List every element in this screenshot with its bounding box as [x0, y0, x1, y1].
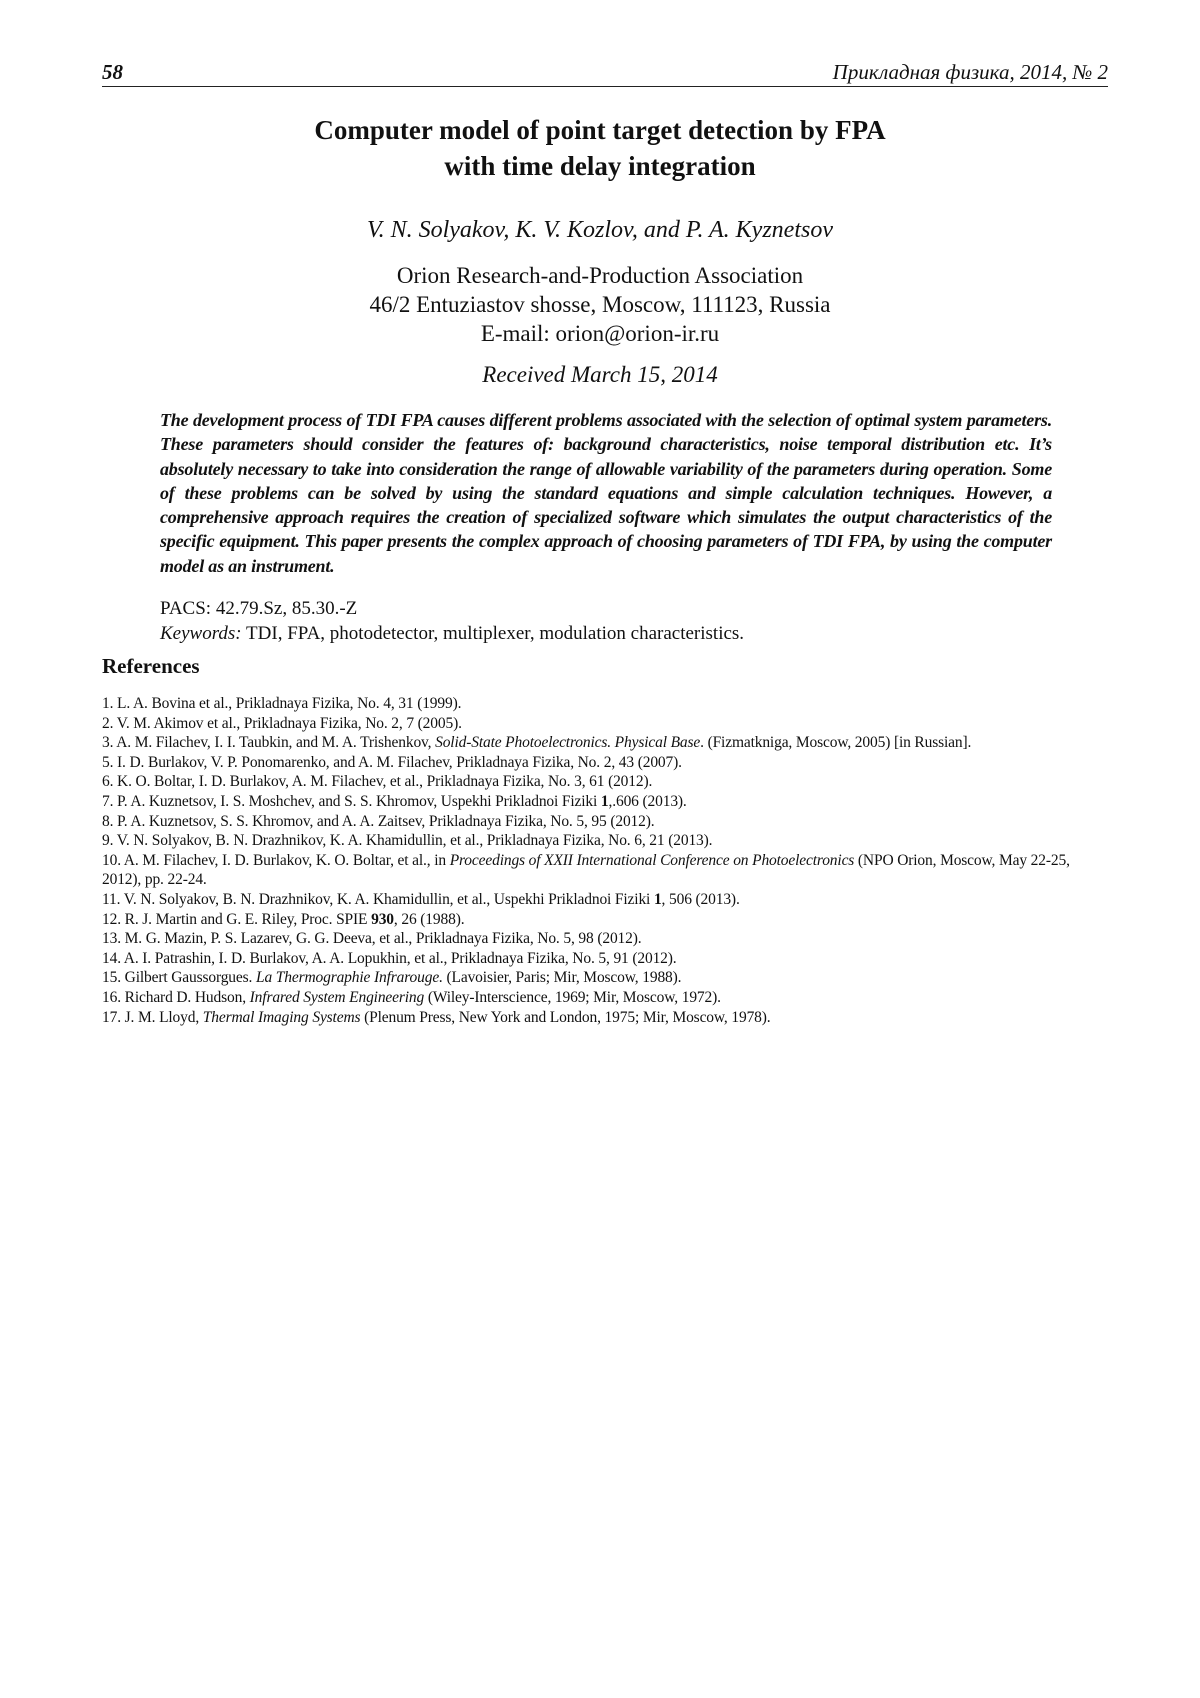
reference-item	[102, 831, 1112, 851]
reference-item	[102, 772, 1112, 792]
reference-text: 16. Richard D. Hudson,	[102, 988, 250, 1006]
pacs-codes: PACS: 42.79.Sz, 85.30.-Z	[160, 598, 358, 619]
reference-item	[102, 949, 1112, 969]
reference-title: Solid-State Photoelectronics. Physical Base	[435, 734, 701, 752]
reference-item	[102, 733, 1112, 753]
reference-text: 13. M. G. Mazin, P. S. Lazarev, G. G. Deeva, et al., Prikladnaya Fizika, No. 5, 98 (2012).	[102, 930, 642, 948]
reference-text: 10. A. M. Filachev, I. D. Burlakov, K. O. Boltar, et al., in	[102, 851, 450, 869]
abstract: The development process of TDI FPA causes different problems associated with the selection of optimal system parameters. These parameters should consider the features of: background characteristics, noise temporal distribution etc. It’s absolutely necessary to take into consideration the range of allowable variability of the parameters during operation. Some of these problems can be solved by using the standard equations and simple calculation techniques. However, a comprehensive approach requires the creation of specialized software which simulates the output characteristics of the specific equipment. This paper presents the complex approach of choosing parameters of TDI FPA, by using the computer model as an instrument.	[160, 410, 1052, 576]
reference-item	[102, 988, 1112, 1008]
reference-text: 12. R. J. Martin and G. E. Riley, Proc. SPIE	[102, 910, 372, 928]
reference-text: 11. V. N. Solyakov, B. N. Drazhnikov, K. A. Khamidullin, et al., Uspekhi Prikladnoi Fiziki	[102, 890, 654, 908]
reference-text: , 506 (2013).	[661, 890, 740, 908]
reference-title: La Thermographie Infrarouge.	[255, 969, 443, 987]
page-number: 58	[102, 60, 123, 84]
reference-text: 9. V. N. Solyakov, B. N. Drazhnikov, K. A. Khamidullin, et al., Prikladnaya Fizika, No. 6, 21 (2013).	[102, 832, 713, 850]
reference-item	[102, 851, 1112, 890]
keywords-list: TDI, FPA, photodetector, multiplexer, modulation characteristics.	[246, 623, 745, 644]
references-heading: References	[102, 654, 200, 678]
reference-item	[102, 1008, 1112, 1028]
reference-item	[102, 890, 1112, 910]
article-title	[150, 112, 1050, 184]
reference-title: Thermal Imaging Systems	[202, 1008, 361, 1026]
affiliation-organization: Orion Research-and-Production Association	[396, 263, 804, 288]
reference-text: (NPO Orion, Moscow, May 22-25, 2012), pp. 22-24.	[102, 851, 1070, 889]
reference-volume: 930	[371, 910, 394, 928]
reference-text: 3. A. M. Filachev, I. I. Taubkin, and M. A. Trishenkov,	[102, 734, 436, 752]
reference-title: Proceedings of XXII International Conference on Photoelectronics	[449, 851, 855, 869]
journal-citation: Прикладная физика, 2014, № 2	[832, 60, 1108, 84]
affiliation-email: E-mail: orion@orion-ir.ru	[480, 321, 720, 346]
reference-text: 5. I. D. Burlakov, V. P. Ponomarenko, and A. M. Filachev, Prikladnaya Fizika, No. 2, 43 (2007).	[102, 753, 682, 771]
reference-text: 6. K. O. Boltar, I. D. Burlakov, A. M. Filachev, et al., Prikladnaya Fizika, No. 3, 61 (2012).	[102, 773, 653, 791]
reference-text: . (Fizmatkniga, Moscow, 2005) [in Russian].	[700, 734, 972, 752]
reference-text: , 26 (1988).	[393, 910, 465, 928]
reference-item	[102, 910, 1112, 930]
reference-text: 1. L. A. Bovina et al., Prikladnaya Fizika, No. 4, 31 (1999).	[102, 695, 462, 712]
reference-item	[102, 929, 1112, 949]
received-date: Received March 15, 2014	[482, 362, 718, 387]
reference-text: 17. J. M. Lloyd,	[102, 1008, 203, 1026]
reference-item	[102, 714, 1112, 734]
reference-volume: 1	[653, 890, 662, 908]
article-title-line-2: with time delay integration	[444, 151, 756, 181]
reference-text: ,.606 (2013).	[608, 792, 687, 810]
references-list	[102, 694, 1112, 1027]
reference-item	[102, 753, 1112, 773]
reference-title: Infrared System Engineering	[249, 988, 425, 1006]
reference-text: 15. Gilbert Gaussorgues.	[102, 969, 256, 987]
reference-text: 8. P. A. Kuznetsov, S. S. Khromov, and A. A. Zaitsev, Prikladnaya Fizika, No. 5, 95 (2012).	[102, 812, 655, 830]
reference-text: 14. A. I. Patrashin, I. D. Burlakov, A. A. Lopukhin, et al., Prikladnaya Fizika, No. 5, 91 (2012).	[102, 949, 677, 967]
reference-volume: 1	[600, 792, 609, 810]
reference-text: (Plenum Press, New York and London, 1975; Mir, Moscow, 1978).	[360, 1008, 771, 1026]
affiliation	[150, 261, 1050, 348]
reference-item	[102, 968, 1112, 988]
authors: V. N. Solyakov, K. V. Kozlov, and P. A. Kyznetsov	[367, 217, 833, 243]
running-header	[102, 56, 1108, 87]
reference-text: 2. V. M. Akimov et al., Prikladnaya Fizika, No. 2, 7 (2005).	[102, 714, 462, 732]
reference-text: (Wiley-Interscience, 1969; Mir, Moscow, 1972).	[424, 988, 721, 1006]
classification-block	[160, 596, 1060, 646]
keywords-label: Keywords:	[160, 623, 242, 644]
affiliation-address: 46/2 Entuziastov shosse, Moscow, 111123, Russia	[369, 292, 831, 317]
reference-item	[102, 812, 1112, 832]
reference-item	[102, 694, 1112, 714]
reference-item	[102, 792, 1112, 812]
reference-text: 7. P. A. Kuznetsov, I. S. Moshchev, and S. S. Khromov, Uspekhi Prikladnoi Fiziki	[102, 792, 601, 810]
keywords	[160, 621, 1060, 646]
reference-text: (Lavoisier, Paris; Mir, Moscow, 1988).	[442, 969, 682, 987]
article-title-line-1: Computer model of point target detection by FPA	[314, 115, 886, 145]
